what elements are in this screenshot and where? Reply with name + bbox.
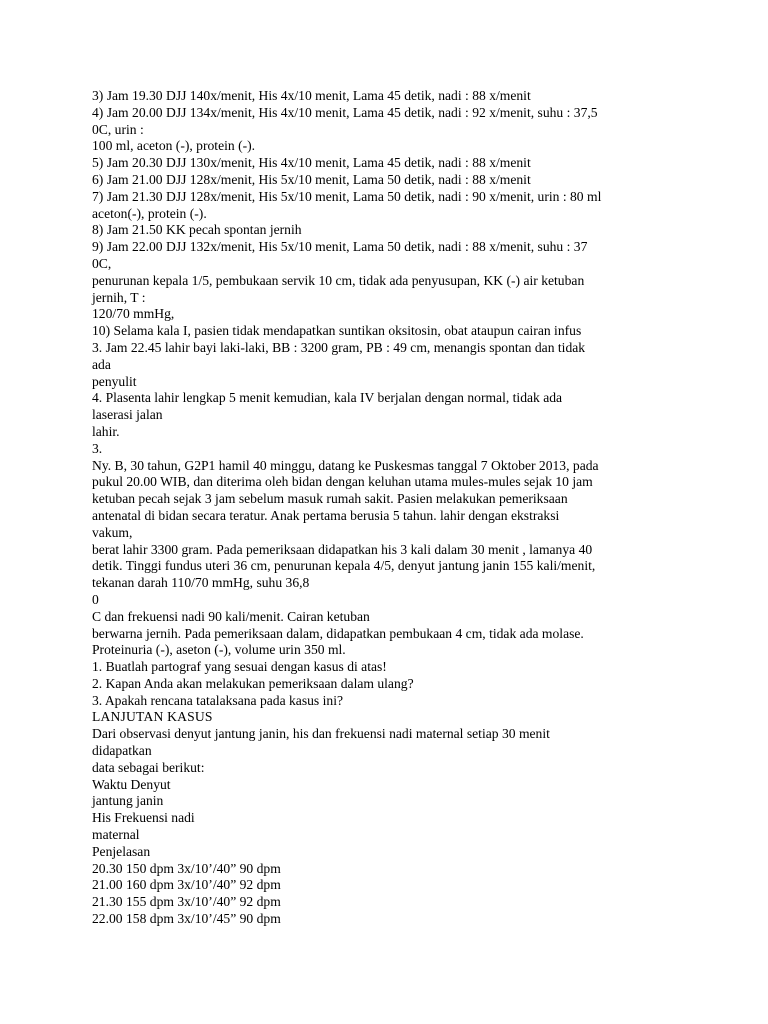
text-line: 3) Jam 19.30 DJJ 140x/menit, His 4x/10 menit, Lama 45 detik, nadi : 88 x/menit [92,88,531,103]
text-line: 4. Plasenta lahir lengkap 5 menit kemudian, kala IV berjalan dengan normal, tidak ada [92,390,563,406]
text-line: penyulit [92,373,137,389]
text-line: Penjelasan [92,843,151,859]
text-line: Proteinuria (-), aseton (-), volume urin 350 ml. [92,642,346,658]
data-row: 21.00 160 dpm 3x/10’/40” 92 dpm [92,877,281,893]
text-line: 3. Apakah rencana tatalaksana pada kasus ini? [92,692,343,708]
text-line: data sebagai berikut: [92,759,205,775]
text-line: 4) Jam 20.00 DJJ 134x/menit, His 4x/10 menit, Lama 45 detik, nadi : 92 x/menit, suhu : 37,5 [92,104,598,120]
text-line: antenatal di bidan secara teratur. Anak pertama berusia 5 tahun. lahir dengan ekstraksi [92,507,560,523]
text-line: 6) Jam 21.00 DJJ 128x/menit, His 5x/10 menit, Lama 50 detik, nadi : 88 x/menit [92,171,531,187]
text-line: detik. Tinggi fundus uteri 36 cm, penurunan kepala 4/5, denyut jantung janin 155 kali/menit, [92,558,596,574]
text-line: 0C, [92,255,112,271]
text-line: ketuban pecah sejak 3 jam sebelum masuk rumah sakit. Pasien melakukan pemeriksaan [92,491,568,507]
text-line: Waktu Denyut [92,776,171,792]
text-line: His Frekuensi nadi [92,810,195,826]
text-line: 10) Selama kala I, pasien tidak mendapatkan suntikan oksitosin, obat ataupun cairan infus [92,323,582,339]
text-line: 2. Kapan Anda akan melakukan pemeriksaan dalam ulang? [92,675,414,691]
text-line: 0 [92,591,99,607]
text-line: jernih, T : [92,289,146,305]
text-line: Dari observasi denyut jantung janin, his dan frekuensi nadi maternal setiap 30 menit [92,726,550,742]
text-line: 7) Jam 21.30 DJJ 128x/menit, His 5x/10 menit, Lama 50 detik, nadi : 90 x/menit, urin : 80 ml [92,188,602,204]
text-line: jantung janin [92,793,164,809]
text-line: 9) Jam 22.00 DJJ 132x/menit, His 5x/10 menit, Lama 50 detik, nadi : 88 x/menit, suhu : 37 [92,239,588,255]
data-row: 22.00 158 dpm 3x/10’/45” 90 dpm [92,911,281,927]
text-line: maternal [92,827,140,843]
text-line: laserasi jalan [92,407,163,423]
text-line: 0C, urin : [92,121,144,137]
text-line: aceton(-), protein (-). [92,205,207,221]
text-line: 8) Jam 21.50 KK pecah spontan jernih [92,222,302,238]
text-line: 3. [92,440,103,456]
data-row: 20.30 150 dpm 3x/10’/40” 90 dpm [92,860,281,876]
text-line: C dan frekuensi nadi 90 kali/menit. Cairan ketuban [92,608,370,624]
text-line: didapatkan [92,743,152,759]
text-line: 120/70 mmHg, [92,306,175,322]
text-line: 100 ml, aceton (-), protein (-). [92,138,256,154]
text-line: Ny. B, 30 tahun, G2P1 hamil 40 minggu, datang ke Puskesmas tanggal 7 Oktober 2013, pada [92,457,599,473]
text-line: 3. Jam 22.45 lahir bayi laki-laki, BB : 3200 gram, PB : 49 cm, menangis spontan dan tidak [92,339,586,355]
text-line: berwarna jernih. Pada pemeriksaan dalam, didapatkan pembukaan 4 cm, tidak ada molase. [92,625,584,641]
text-line: lahir. [92,423,120,439]
section-heading: LANJUTAN KASUS [92,709,213,725]
text-line: vakum, [92,524,133,540]
data-row: 21.30 155 dpm 3x/10’/40” 92 dpm [92,894,281,910]
text-line: pukul 20.00 WIB, dan diterima oleh bidan dengan keluhan utama mules-mules sejak 10 jam [92,474,593,490]
text-line: berat lahir 3300 gram. Pada pemeriksaan didapatkan his 3 kali dalam 30 menit , lamanya 40 [92,541,593,557]
text-line: 1. Buatlah partograf yang sesuai dengan kasus di atas! [92,659,387,675]
text-line: tekanan darah 110/70 mmHg, suhu 36,8 [92,575,310,591]
document-text [92,88,692,928]
text-line: ada [92,356,111,372]
text-line: penurunan kepala 1/5, pembukaan servik 10 cm, tidak ada penyusupan, KK (-) air ketuban [92,272,585,288]
text-line: 5) Jam 20.30 DJJ 130x/menit, His 4x/10 menit, Lama 45 detik, nadi : 88 x/menit [92,155,531,171]
